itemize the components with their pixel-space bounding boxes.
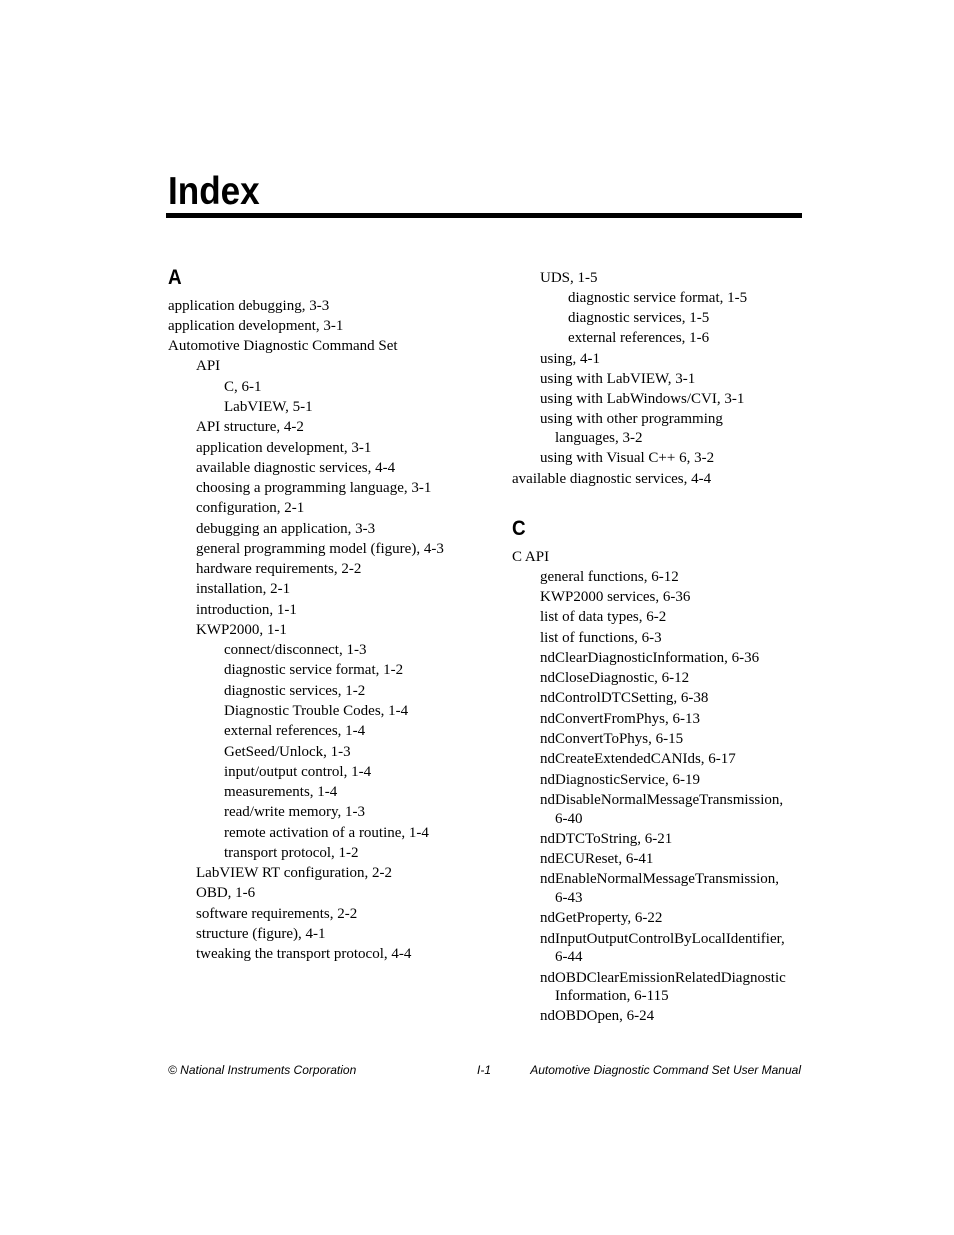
index-subentry: ndConvertToPhys, 6-15 bbox=[540, 731, 684, 747]
index-subentry: application development, 3-1 bbox=[196, 440, 372, 456]
index-subsubentry: transport protocol, 1-2 bbox=[224, 845, 359, 861]
index-subsubentry: external references, 1-4 bbox=[224, 723, 366, 739]
index-subsubentry: input/output control, 1-4 bbox=[224, 764, 372, 780]
index-subentry: tweaking the transport protocol, 4-4 bbox=[196, 946, 412, 962]
index-subentry: ndGetProperty, 6-22 bbox=[540, 910, 663, 926]
section-letter-c: C bbox=[512, 517, 526, 540]
index-entry: application debugging, 3-3 bbox=[168, 298, 330, 314]
index-subentry: KWP2000, 1-1 bbox=[196, 622, 287, 638]
index-subentry-continuation: Information, 6-115 bbox=[555, 988, 669, 1004]
index-subentry: ndCreateExtendedCANIds, 6-17 bbox=[540, 751, 736, 767]
index-subsubentry: Diagnostic Trouble Codes, 1-4 bbox=[224, 703, 409, 719]
index-subentry: UDS, 1-5 bbox=[540, 270, 598, 286]
index-subentry-continuation: languages, 3-2 bbox=[555, 430, 643, 446]
index-entry: C API bbox=[512, 549, 550, 565]
index-subentry: ndDisableNormalMessageTransmission, bbox=[540, 792, 784, 808]
index-subentry-continuation: 6-43 bbox=[555, 890, 583, 906]
index-subentry: using with LabVIEW, 3-1 bbox=[540, 371, 696, 387]
index-subsubentry: remote activation of a routine, 1-4 bbox=[224, 825, 429, 841]
page-title: Index bbox=[168, 170, 260, 213]
index-subentry: ndConvertFromPhys, 6-13 bbox=[540, 711, 701, 727]
index-subentry-continuation: 6-44 bbox=[555, 949, 583, 965]
index-subentry: using with other programming bbox=[540, 411, 723, 427]
index-subsubentry: GetSeed/Unlock, 1-3 bbox=[224, 744, 351, 760]
index-entry: application development, 3-1 bbox=[168, 318, 344, 334]
index-subsubentry: connect/disconnect, 1-3 bbox=[224, 642, 367, 658]
index-subentry: debugging an application, 3-3 bbox=[196, 521, 376, 537]
index-subentry: ndDiagnosticService, 6-19 bbox=[540, 772, 700, 788]
index-subentry: ndOBDClearEmissionRelatedDiagnostic bbox=[540, 970, 786, 986]
index-subentry: using with LabWindows/CVI, 3-1 bbox=[540, 391, 745, 407]
index-entry: Automotive Diagnostic Command Set bbox=[168, 338, 398, 354]
index-subsubentry: LabVIEW, 5-1 bbox=[224, 399, 313, 415]
footer-copyright: © National Instruments Corporation bbox=[168, 1063, 357, 1077]
index-subentry: ndDTCToString, 6-21 bbox=[540, 831, 673, 847]
index-subentry: ndClearDiagnosticInformation, 6-36 bbox=[540, 650, 760, 666]
index-subsubentry: diagnostic services, 1-2 bbox=[224, 683, 366, 699]
index-subentry: available diagnostic services, 4-4 bbox=[196, 460, 396, 476]
index-subentry: API bbox=[196, 358, 221, 374]
index-subentry-continuation: 6-40 bbox=[555, 811, 583, 827]
index-subentry: ndOBDOpen, 6-24 bbox=[540, 1008, 655, 1024]
title-rule bbox=[166, 213, 802, 218]
index-subentry: choosing a programming language, 3-1 bbox=[196, 480, 432, 496]
index-subentry: general functions, 6-12 bbox=[540, 569, 679, 585]
index-subentry: ndControlDTCSetting, 6-38 bbox=[540, 690, 709, 706]
index-subentry: using, 4-1 bbox=[540, 351, 600, 367]
index-subentry: API structure, 4-2 bbox=[196, 419, 304, 435]
index-subsubentry: diagnostic service format, 1-2 bbox=[224, 662, 404, 678]
index-subentry: LabVIEW RT configuration, 2-2 bbox=[196, 865, 392, 881]
index-subentry: KWP2000 services, 6-36 bbox=[540, 589, 691, 605]
index-subsubentry: external references, 1-6 bbox=[568, 330, 710, 346]
index-subsubentry: diagnostic services, 1-5 bbox=[568, 310, 710, 326]
index-entry: available diagnostic services, 4-4 bbox=[512, 471, 712, 487]
index-subsubentry: measurements, 1-4 bbox=[224, 784, 338, 800]
footer-manual-title: Automotive Diagnostic Command Set User Manual bbox=[530, 1063, 801, 1077]
section-letter-a: A bbox=[168, 266, 182, 289]
index-subentry: ndECUReset, 6-41 bbox=[540, 851, 654, 867]
index-subentry: structure (figure), 4-1 bbox=[196, 926, 326, 942]
footer-page-number: I-1 bbox=[477, 1063, 492, 1077]
index-subentry: general programming model (figure), 4-3 bbox=[196, 541, 444, 557]
index-subentry: configuration, 2-1 bbox=[196, 500, 305, 516]
index-subentry: ndEnableNormalMessageTransmission, bbox=[540, 871, 780, 887]
index-subentry: installation, 2-1 bbox=[196, 581, 291, 597]
index-subsubentry: diagnostic service format, 1-5 bbox=[568, 290, 748, 306]
index-subentry: ndInputOutputControlByLocalIdentifier, bbox=[540, 931, 785, 947]
index-subentry: list of functions, 6-3 bbox=[540, 630, 662, 646]
index-subentry: list of data types, 6-2 bbox=[540, 609, 667, 625]
index-subentry: software requirements, 2-2 bbox=[196, 906, 358, 922]
index-subsubentry: C, 6-1 bbox=[224, 379, 262, 395]
index-subentry: ndCloseDiagnostic, 6-12 bbox=[540, 670, 690, 686]
index-subentry: OBD, 1-6 bbox=[196, 885, 256, 901]
index-subsubentry: read/write memory, 1-3 bbox=[224, 804, 366, 820]
index-subentry: using with Visual C++ 6, 3-2 bbox=[540, 450, 715, 466]
index-subentry: hardware requirements, 2-2 bbox=[196, 561, 362, 577]
index-subentry: introduction, 1-1 bbox=[196, 602, 297, 618]
